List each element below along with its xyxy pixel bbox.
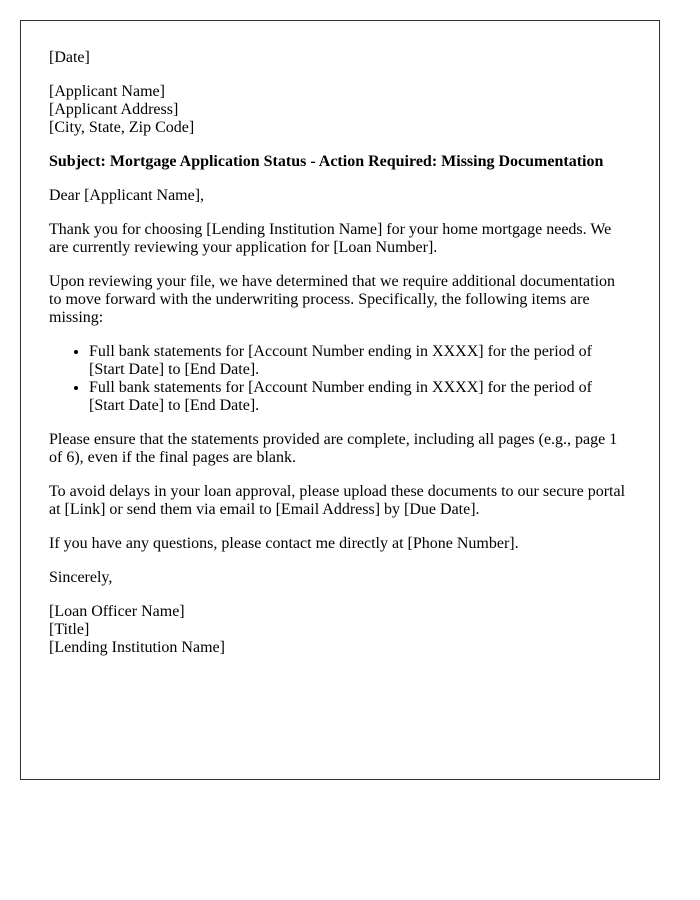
letter-subject: Subject: Mortgage Application Status - Action Required: Missing Documentation — [49, 153, 604, 170]
missing-item: • Full bank statements for [Account Number ending in XXXX] for the period of [Start Date] to [End Date]. — [89, 379, 631, 415]
recipient-name: [Applicant Name] — [49, 83, 165, 100]
signature-title: [Title] — [49, 621, 90, 638]
letter-closing: Sincerely, — [49, 569, 113, 586]
signature-name: [Loan Officer Name] — [49, 603, 185, 620]
recipient-address-block — [49, 83, 631, 137]
missing-item: • Full bank statements for [Account Number ending in XXXX] for the period of [Start Date] to [End Date]. — [89, 343, 631, 379]
letter-date: [Date] — [49, 49, 90, 66]
recipient-city-state-zip: [City, State, Zip Code] — [49, 119, 195, 136]
recipient-address: [Applicant Address] — [49, 101, 179, 118]
missing-items-list — [49, 343, 631, 415]
paragraph-contact: If you have any questions, please contact me directly at [Phone Number]. — [49, 535, 519, 552]
paragraph-review: Upon reviewing your file, we have determined that we require additional documentation to move forward with the underwriting process. Specifically, the following items are missing: — [49, 273, 616, 326]
paragraph-intro: Thank you for choosing [Lending Institution Name] for your home mortgage needs. We are currently reviewing your application for [Loan Number]. — [49, 221, 612, 256]
paragraph-upload: To avoid delays in your loan approval, please upload these documents to our secure portal at [Link] or send them via email to [Email Address] by [Due Date]. — [49, 483, 626, 518]
letter-salutation: Dear [Applicant Name], — [49, 187, 205, 204]
signature-block — [49, 603, 631, 657]
signature-institution: [Lending Institution Name] — [49, 639, 225, 656]
paragraph-complete: Please ensure that the statements provided are complete, including all pages (e.g., page 1 of 6), even if the final pages are blank. — [49, 431, 618, 466]
letter-page — [20, 20, 660, 780]
